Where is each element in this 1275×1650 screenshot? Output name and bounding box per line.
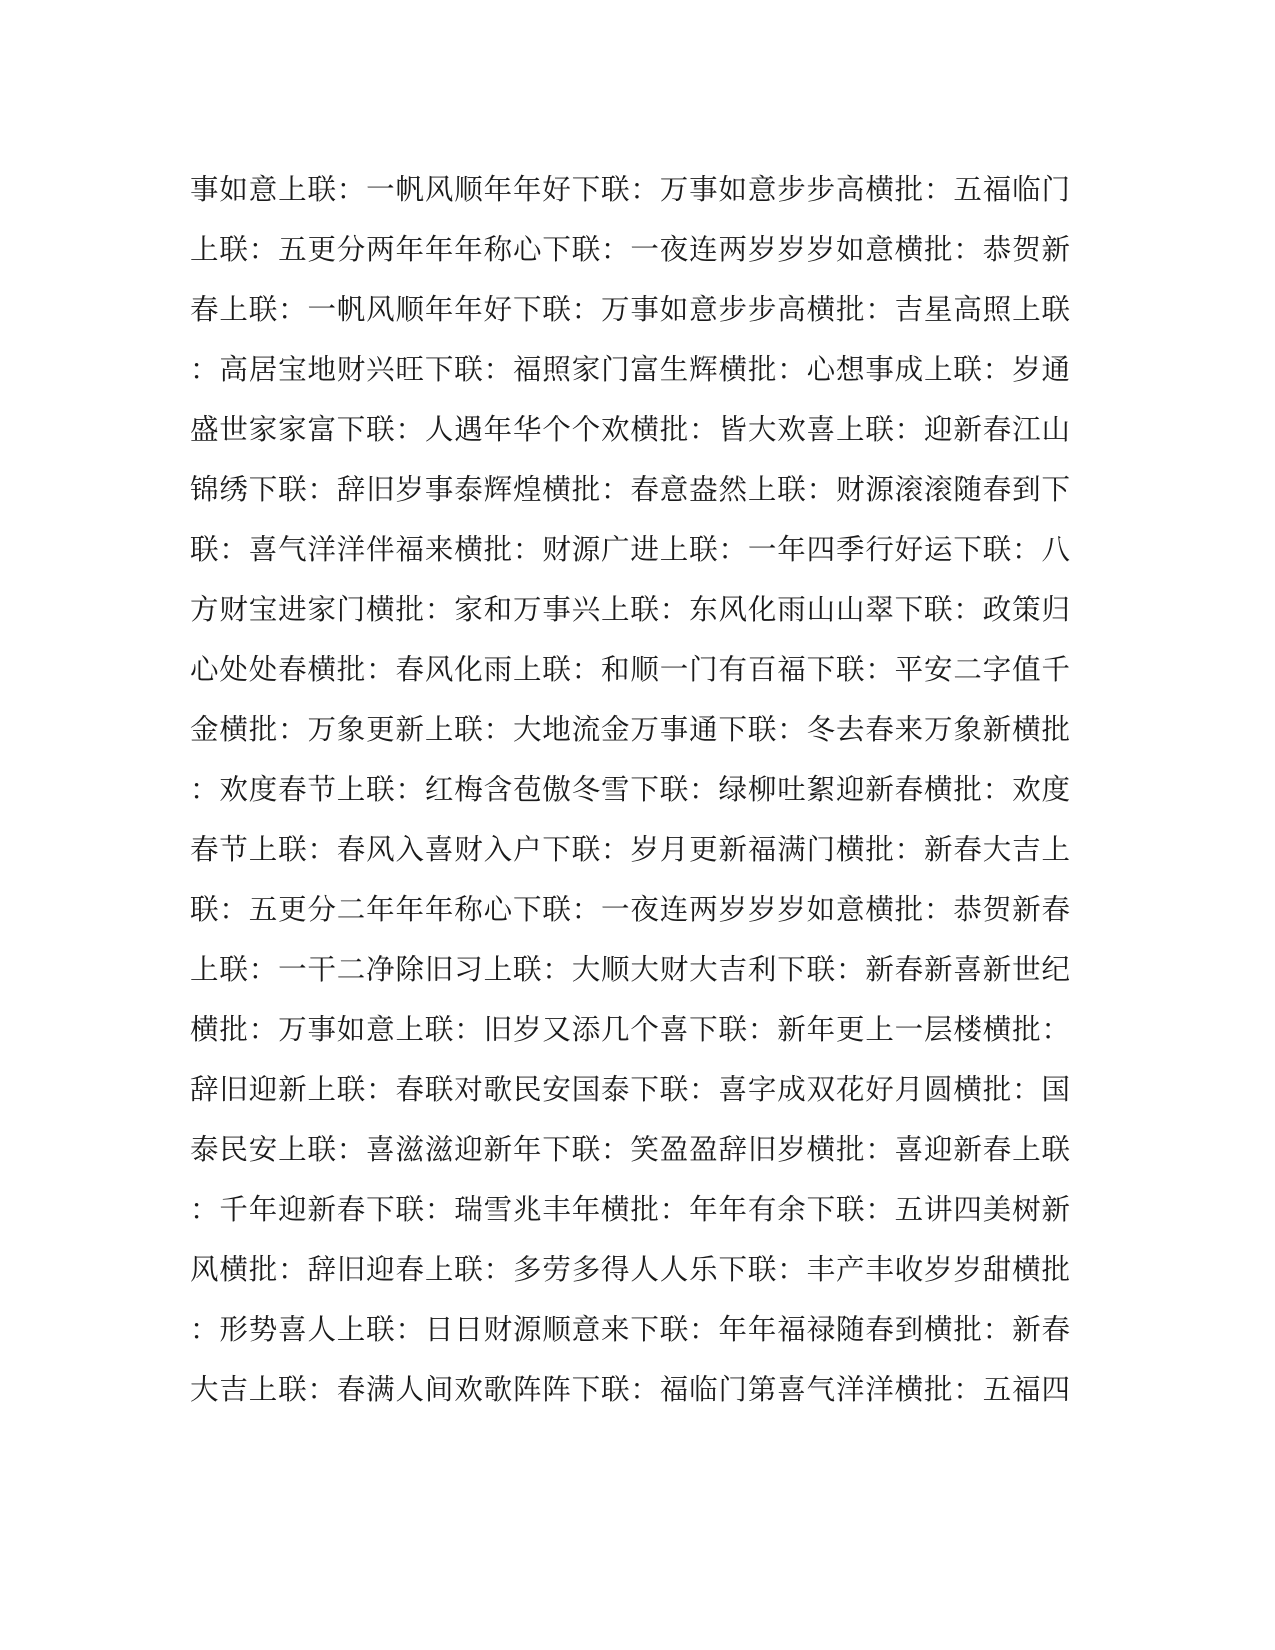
text-line: 锦绣下联：辞旧岁事泰辉煌横批：春意盎然上联：财源滚滚随春到下 bbox=[190, 473, 1070, 506]
text-line: 盛世家家富下联：人遇年华个个欢横批：皆大欢喜上联：迎新春江山 bbox=[190, 413, 1070, 446]
text-line: 事如意上联：一帆风顺年年好下联：万事如意步步高横批：五福临门 bbox=[190, 173, 1070, 206]
text-line: 上联：一干二净除旧习上联：大顺大财大吉利下联：新春新喜新世纪 bbox=[190, 953, 1070, 986]
text-line: ：高居宝地财兴旺下联：福照家门富生辉横批：心想事成上联：岁通 bbox=[190, 353, 1070, 386]
text-line: ：千年迎新春下联：瑞雪兆丰年横批：年年有余下联：五讲四美树新 bbox=[190, 1193, 1070, 1226]
text-line: 辞旧迎新上联：春联对歌民安国泰下联：喜字成双花好月圆横批：国 bbox=[190, 1073, 1070, 1106]
text-line: 联：五更分二年年年称心下联：一夜连两岁岁岁如意横批：恭贺新春 bbox=[190, 893, 1070, 926]
text-line: 风横批：辞旧迎春上联：多劳多得人人乐下联：丰产丰收岁岁甜横批 bbox=[190, 1253, 1070, 1286]
body-text bbox=[190, 160, 1070, 1420]
text-line: 泰民安上联：喜滋滋迎新年下联：笑盈盈辞旧岁横批：喜迎新春上联 bbox=[190, 1133, 1070, 1166]
text-line: 上联：五更分两年年年称心下联：一夜连两岁岁岁如意横批：恭贺新 bbox=[190, 233, 1070, 266]
text-line: ：形势喜人上联：日日财源顺意来下联：年年福禄随春到横批：新春 bbox=[190, 1313, 1070, 1346]
text-line: 方财宝进家门横批：家和万事兴上联：东风化雨山山翠下联：政策归 bbox=[190, 593, 1070, 626]
text-line: 心处处春横批：春风化雨上联：和顺一门有百福下联：平安二字值千 bbox=[190, 653, 1070, 686]
text-line: 春上联：一帆风顺年年好下联：万事如意步步高横批：吉星高照上联 bbox=[190, 293, 1070, 326]
text-line: 金横批：万象更新上联：大地流金万事通下联：冬去春来万象新横批 bbox=[190, 713, 1070, 746]
text-line: 大吉上联：春满人间欢歌阵阵下联：福临门第喜气洋洋横批：五福四 bbox=[190, 1373, 1070, 1406]
text-line: 春节上联：春风入喜财入户下联：岁月更新福满门横批：新春大吉上 bbox=[190, 833, 1070, 866]
text-line: 横批：万事如意上联：旧岁又添几个喜下联：新年更上一层楼横批： bbox=[190, 1013, 1070, 1046]
text-line: ：欢度春节上联：红梅含苞傲冬雪下联：绿柳吐絮迎新春横批：欢度 bbox=[190, 773, 1070, 806]
text-line: 联：喜气洋洋伴福来横批：财源广进上联：一年四季行好运下联：八 bbox=[190, 533, 1070, 566]
